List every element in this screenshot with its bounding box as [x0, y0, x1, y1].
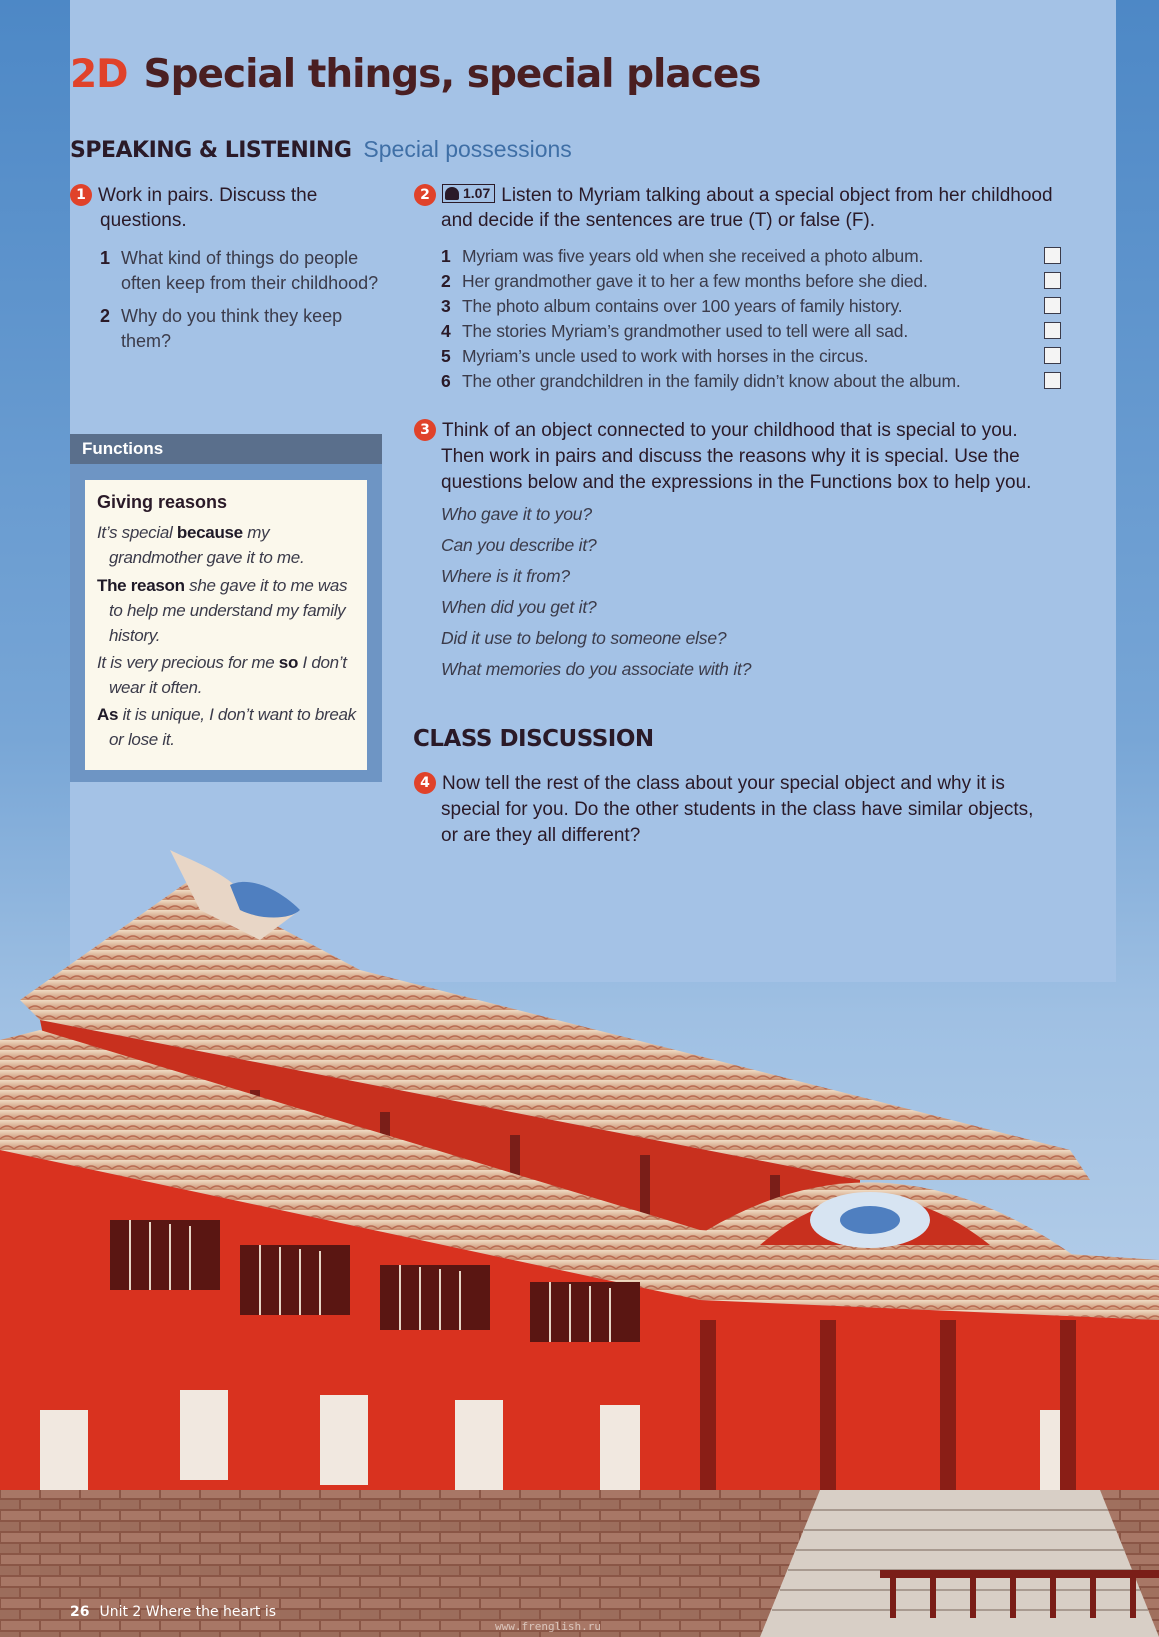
list-item: Where is it from?: [441, 566, 570, 586]
phrase-text: It is very precious for me: [97, 653, 279, 672]
phrase-continuation: grandmother gave it to me.: [109, 548, 305, 567]
list-item: [441, 369, 1054, 394]
audio-track-number: 1.07: [463, 185, 491, 201]
list-item: [441, 344, 1054, 369]
section-subtitle: Special possessions: [363, 136, 572, 162]
exercise-1-questions: [100, 246, 380, 354]
item-number: 2: [441, 271, 451, 291]
item-number: 5: [441, 346, 451, 366]
exercise-1-instruction: [70, 183, 380, 233]
exercise-2-instruction: [414, 183, 1054, 233]
answer-checkbox[interactable]: [1044, 322, 1061, 339]
answer-checkbox[interactable]: [1044, 347, 1061, 364]
instruction-text: Now tell the rest of the class about your special object and why it is special for you. Do the other students in the class have similar objects, or are they all different?: [441, 773, 1034, 846]
lesson-title: Special things, special places: [143, 52, 761, 97]
function-phrase: [97, 650, 359, 700]
list-item: When did you get it?: [441, 597, 597, 617]
function-phrase: [97, 573, 359, 648]
phrase-keyword: because: [176, 523, 243, 542]
item-text: Myriam’s uncle used to work with horses in the circus.: [462, 346, 869, 366]
phrase-continuation: or lose it.: [109, 730, 175, 749]
item-number: 2: [100, 306, 111, 326]
list-item: [441, 319, 1054, 344]
exercise-number-badge: 4: [414, 772, 436, 794]
list-item: [100, 304, 380, 354]
watermark: www.frenglish.ru: [495, 1620, 601, 1633]
phrase-continuation: to help me understand my family history.: [109, 601, 346, 645]
instruction-text: Work in pairs. Discuss the questions.: [98, 185, 318, 231]
phrase-continuation: wear it often.: [109, 678, 203, 697]
answer-checkbox[interactable]: [1044, 247, 1061, 264]
audio-track-button[interactable]: [442, 184, 495, 203]
class-discussion-heading: CLASS DISCUSSION: [413, 726, 654, 752]
instruction-text: Listen to Myriam talking about a special object from her childhood and decide if the sentences are true (T) or false (F).: [441, 185, 1053, 231]
exercise-3: [414, 418, 1054, 685]
answer-checkbox[interactable]: [1044, 297, 1061, 314]
section-heading: [70, 136, 572, 163]
item-text: Myriam was five years old when she received a photo album.: [462, 246, 924, 266]
list-item: [441, 244, 1054, 269]
palace-photo: [0, 850, 1159, 1637]
page-number: 26: [70, 1604, 90, 1620]
item-number: 3: [441, 296, 451, 316]
item-text: Why do you think they keep them?: [121, 306, 343, 351]
phrase-keyword: The reason: [97, 576, 185, 595]
exercise-1: [70, 183, 380, 362]
item-text: What kind of things do people often keep from their childhood?: [121, 248, 379, 293]
stone-steps: [760, 1490, 1159, 1637]
phrase-keyword: As: [97, 705, 119, 724]
list-item: [441, 294, 1054, 319]
list-item: Who gave it to you?: [441, 504, 592, 524]
item-text: Her grandmother gave it to her a few months before she died.: [462, 271, 928, 291]
phrase-text: she gave it to me was: [184, 576, 348, 595]
phrase-text: I don’t: [298, 653, 347, 672]
instruction-text: Think of an object connected to your childhood that is special to you. Then work in pairs and discuss the reasons why it is special. Use the questions below and the expressions in the Functions box to help you.: [441, 420, 1032, 493]
item-number: 1: [441, 246, 451, 266]
item-text: The photo album contains over 100 years of family history.: [462, 296, 903, 316]
headphones-icon: [445, 187, 459, 200]
exercise-number-badge: 3: [414, 419, 436, 441]
list-item: Can you describe it?: [441, 535, 597, 555]
functions-header: Functions: [70, 434, 382, 464]
item-text: The other grandchildren in the family didn’t know about the album.: [462, 371, 961, 391]
item-number: 6: [441, 371, 451, 391]
phrase-text: It’s special: [97, 523, 177, 542]
item-number: 1: [100, 248, 111, 268]
list-item: [441, 269, 1054, 294]
true-false-list: [441, 244, 1054, 394]
exercise-3-instruction: [414, 418, 1054, 496]
function-phrase: [97, 702, 359, 752]
function-phrase: [97, 520, 359, 570]
list-item: What memories do you associate with it?: [441, 659, 752, 679]
phrase-text: it is unique, I don’t want to break: [118, 705, 356, 724]
item-number: 4: [441, 321, 451, 341]
functions-box: [70, 434, 382, 782]
exercise-4-instruction: [414, 771, 1054, 849]
item-text: The stories Myriam’s grandmother used to tell were all sad.: [462, 321, 908, 341]
section-title: SPEAKING & LISTENING: [70, 138, 352, 163]
phrase-keyword: so: [278, 653, 299, 672]
exercise-4: [414, 771, 1054, 849]
functions-title: Giving reasons: [97, 492, 228, 512]
page-footer: [70, 1604, 276, 1620]
functions-body: [85, 480, 367, 770]
list-item: [100, 246, 380, 296]
list-item: Did it use to belong to someone else?: [441, 628, 727, 648]
answer-checkbox[interactable]: [1044, 372, 1061, 389]
exercise-2: [414, 183, 1054, 394]
phrase-text: my: [242, 523, 270, 542]
exercise-3-questions: [441, 499, 1054, 685]
unit-title: Unit 2 Where the heart is: [99, 1604, 277, 1620]
exercise-number-badge: 2: [414, 184, 436, 206]
page-title: [70, 52, 761, 97]
answer-checkbox[interactable]: [1044, 272, 1061, 289]
exercise-number-badge: 1: [70, 184, 92, 206]
lesson-code: 2D: [70, 52, 128, 97]
